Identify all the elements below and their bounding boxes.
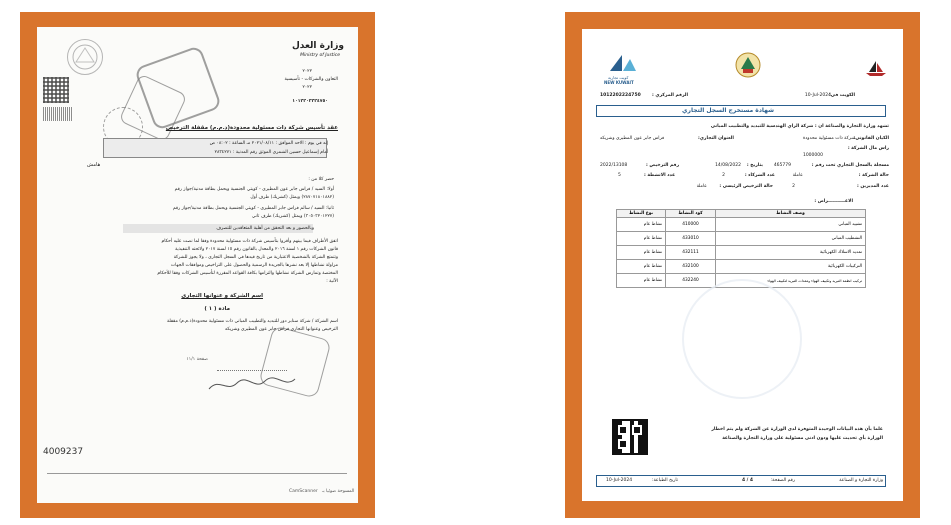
section-title: اسم الشركة و عنوانها التجاري (181, 293, 263, 299)
article-number: مادة ( ١ ) (204, 306, 230, 312)
right-document-frame (565, 12, 920, 518)
table-row (617, 218, 866, 232)
column-header: وصف النشاط (716, 210, 866, 218)
partners-label: عدد الشركاء : (744, 173, 775, 178)
license-value: 2022/13108 (600, 163, 628, 168)
page-divider (47, 473, 347, 474)
article-line-1: اسم الشركة / شركة سنابر دور للتبديد والتطبيب المباني ذات مسئولية محدودة(ذ.م.م) مقفلة (166, 319, 338, 324)
party-2-continued: (٣٠٥٠٣٢٠١٢٢٧) ويمثل (كشريك) طرف ثاني (251, 214, 334, 219)
objectives-label: الاغـــــــــــراض : (814, 199, 853, 204)
scanner-caption: المسوحة ضوئيا بـ (322, 489, 355, 494)
info-line-2: أمام إسماعيل حسين الشمري الموثق رقم المدنية : ٢٨٣٤٢٧١ (214, 150, 328, 155)
ministry-name-ar: وزارة العدل (291, 41, 344, 51)
page-mark: صفحة ١١/١ (186, 357, 208, 362)
activity-type: نشاط عام (617, 218, 666, 232)
body-line-2: قانون الشركات رقم ١ لسنة ٢٠١٦ والمعدل بالقانون رقم ١٥ لسنة ٢٠١٧ ولائحته التنفيذية (175, 247, 338, 252)
activities-count-label: عدد الانشطة : (644, 173, 676, 178)
column-header: نوع النشاط (617, 210, 666, 218)
capital-value: 1000000 (802, 153, 823, 158)
party-1: أولا: السيد / فراس جابر عون المطيري - كويتي الجنسية ويحمل بطاقة مدنية/جواز رقم (174, 187, 334, 192)
companies-line: التعاون والشركات - تأسيسية (284, 77, 338, 82)
register-label: مسجلة بالسجل التجاري تحت رقم : (811, 163, 889, 168)
print-date-label: تاريخ الطباعة: (652, 478, 679, 483)
notice-line-1: علما بأن هذه البيانات الوحيدة المتوفرة لدى الوزارة عن الشركة ولم يتم اخطار (711, 427, 883, 432)
managers-value: 2 (792, 184, 795, 189)
year-second: ٢٠٢٢ (302, 85, 312, 90)
license-label: رقم الترخيص : (646, 163, 680, 168)
trade-name-value: فراس جابر عون المطيري وشريكه (600, 136, 665, 141)
main-license-value: عاملة (696, 184, 707, 189)
register-value: 465779 (773, 163, 791, 168)
activity-code: 432240 (666, 274, 716, 288)
capital-label: راس مال الشركة : (847, 146, 889, 151)
right-document-page[interactable] (582, 29, 903, 501)
body-line-4: مزاولة نشاطها إلا بعد نشرها بالجريدة الرسمية والحصول على التراخيص وموافقات الجهات (170, 263, 338, 268)
main-license-label: حالة الترخيص الرئيسي : (719, 184, 773, 189)
register-date-value: 14/08/2022 (715, 163, 741, 168)
reference-number: ١٠١٢٢٠٢٢٢٤٧٥٠ (292, 99, 328, 104)
activity-code: 432111 (666, 246, 716, 260)
body-line-6: الآتية : (326, 279, 338, 284)
activity-description: تمديد الاسلاك الكهربائية (716, 246, 866, 260)
parties-intro: حضر كلا من : (308, 177, 334, 182)
intro-statement: تشهد وزارة التجارة والصناعة ان : شركة الراي الهندسية للتبديد والتطبيب المباني (710, 124, 889, 129)
body-line-5: المختصة وتمارس الشركة نشاطها والتزامها بكافة القواعد المقررة لتأسيس الشركات وفقا للأحكام (157, 271, 338, 276)
activity-description: التركيبات الكهربائية (716, 260, 866, 274)
handwritten-signature-icon (207, 375, 297, 395)
highlight-text: وبالحضور و بعد التحقق من أهلية المتعاقدين للتصرف (216, 226, 314, 231)
ship-logo-icon (864, 59, 888, 77)
date-label: الكويت في: (829, 93, 855, 98)
page-number-label: رقم الصفحة: (770, 478, 795, 483)
qr-code-icon (612, 419, 648, 455)
certificate-title: شهادة مستخرج السجل التجاري (682, 107, 775, 114)
table-row (617, 246, 866, 260)
activities-table (616, 209, 866, 288)
status-value: عاملة (792, 173, 803, 178)
contract-heading: عقد تأسيس شركة ذات مسئولية محدودة(ذ.م.م) مقفلة الترخيص (165, 125, 338, 131)
logo-text-en: NEW KUWAIT (604, 80, 634, 85)
column-header: كود النشاط (666, 210, 716, 218)
activities-count-value: 5 (618, 173, 621, 178)
new-kuwait-logo-icon (608, 53, 638, 73)
party-2: ثانيا: السيد / سالم فراس جابر المطيري - كويتي الجنسية ويحمل بطاقة مدنية/جواز رقم (172, 206, 334, 211)
managers-label: عدد المديرين : (857, 184, 889, 189)
qr-code-small-icon (43, 77, 69, 103)
notice-line-2: الوزارة بأي تحديث عليها ودون ادنى مسئولية على وزارة التجارة والصناعة (722, 436, 883, 441)
activity-description: التشطيب المباني (716, 232, 866, 246)
table-row (617, 232, 866, 246)
info-line-1: إنه في يوم : الاحد الموافق : ٢٠٢١/٠٨/١١ مـ الساعة : ٠٨:٠٢ ص (209, 141, 328, 146)
left-document-page[interactable] (37, 27, 358, 503)
register-date-label: بتاريخ : (746, 163, 763, 168)
body-line-3: وتتمتع الشركة بالشخصية الاعتبارية من تاريخ قيدها في السجل التجاري ، ولا يجوز للشركة (173, 255, 338, 260)
activity-description: تركيب انظمة التبريد وتكييف الهواء ومعدات التبريد لتكييف الهواء (716, 274, 866, 288)
body-line-1: اتفق الأطراف فيما بينهم وأقروا بتأسيس شركة ذات مسئولية محدودة وفقا لما نصت عليه أحكام (161, 239, 338, 244)
activity-description: تشييد المباني (716, 218, 866, 232)
page-number-value: 4 / 4 (741, 478, 753, 483)
watermark-emblem-icon (682, 279, 802, 399)
status-label: حالة الشركة : (858, 173, 889, 178)
central-number-label: الرقم المركزي : (652, 93, 689, 98)
kuwait-emblem-icon (67, 39, 103, 75)
signature-mark (217, 363, 287, 371)
activity-code: 433010 (666, 232, 716, 246)
side-note: هامش (87, 162, 101, 168)
logo-text-ar: كويت تجارية (608, 75, 629, 80)
activity-type: نشاط عام (617, 246, 666, 260)
legal-entity-value: شركة ذات مسئولية محدودة (802, 136, 855, 141)
legal-entity-label: الكيان القانوني: (853, 136, 889, 141)
print-date-value: 10-Jul-2024 (606, 478, 633, 483)
trade-name-label: العنوان التجاري: (698, 136, 734, 141)
activity-code: 410000 (666, 218, 716, 232)
activity-code: 432100 (666, 260, 716, 274)
central-number-value: 1012202224750 (600, 93, 641, 98)
table-header-row (617, 210, 866, 218)
party-1-continued: (٢٨٧٠٧١٨٠١٨٨٢) ويمثل (كشريك) طرف أول (250, 195, 334, 200)
barcode-icon (43, 107, 73, 121)
left-document-frame (20, 12, 375, 518)
activity-type: نشاط عام (617, 232, 666, 246)
ministry-name-en: Ministry of Justice (300, 53, 340, 58)
table-row (617, 260, 866, 274)
partners-value: 2 (722, 173, 725, 178)
kuwait-emblem-icon (734, 51, 762, 79)
activity-type: نشاط عام (617, 260, 666, 274)
document-number: 4009237 (43, 447, 84, 457)
date-value: 10-Jul-2024 (804, 93, 831, 98)
activity-type: نشاط عام (617, 274, 666, 288)
scanner-app-name: CamScanner (289, 489, 318, 494)
footer-ministry: وزارة التجارة و الصناعة (839, 478, 883, 483)
article-line-2: الترخيص وعنوانها التجاري فراس جابر عون المطيري وشريكه (224, 327, 338, 332)
year-top: ٢٠٢٢ (302, 69, 312, 74)
